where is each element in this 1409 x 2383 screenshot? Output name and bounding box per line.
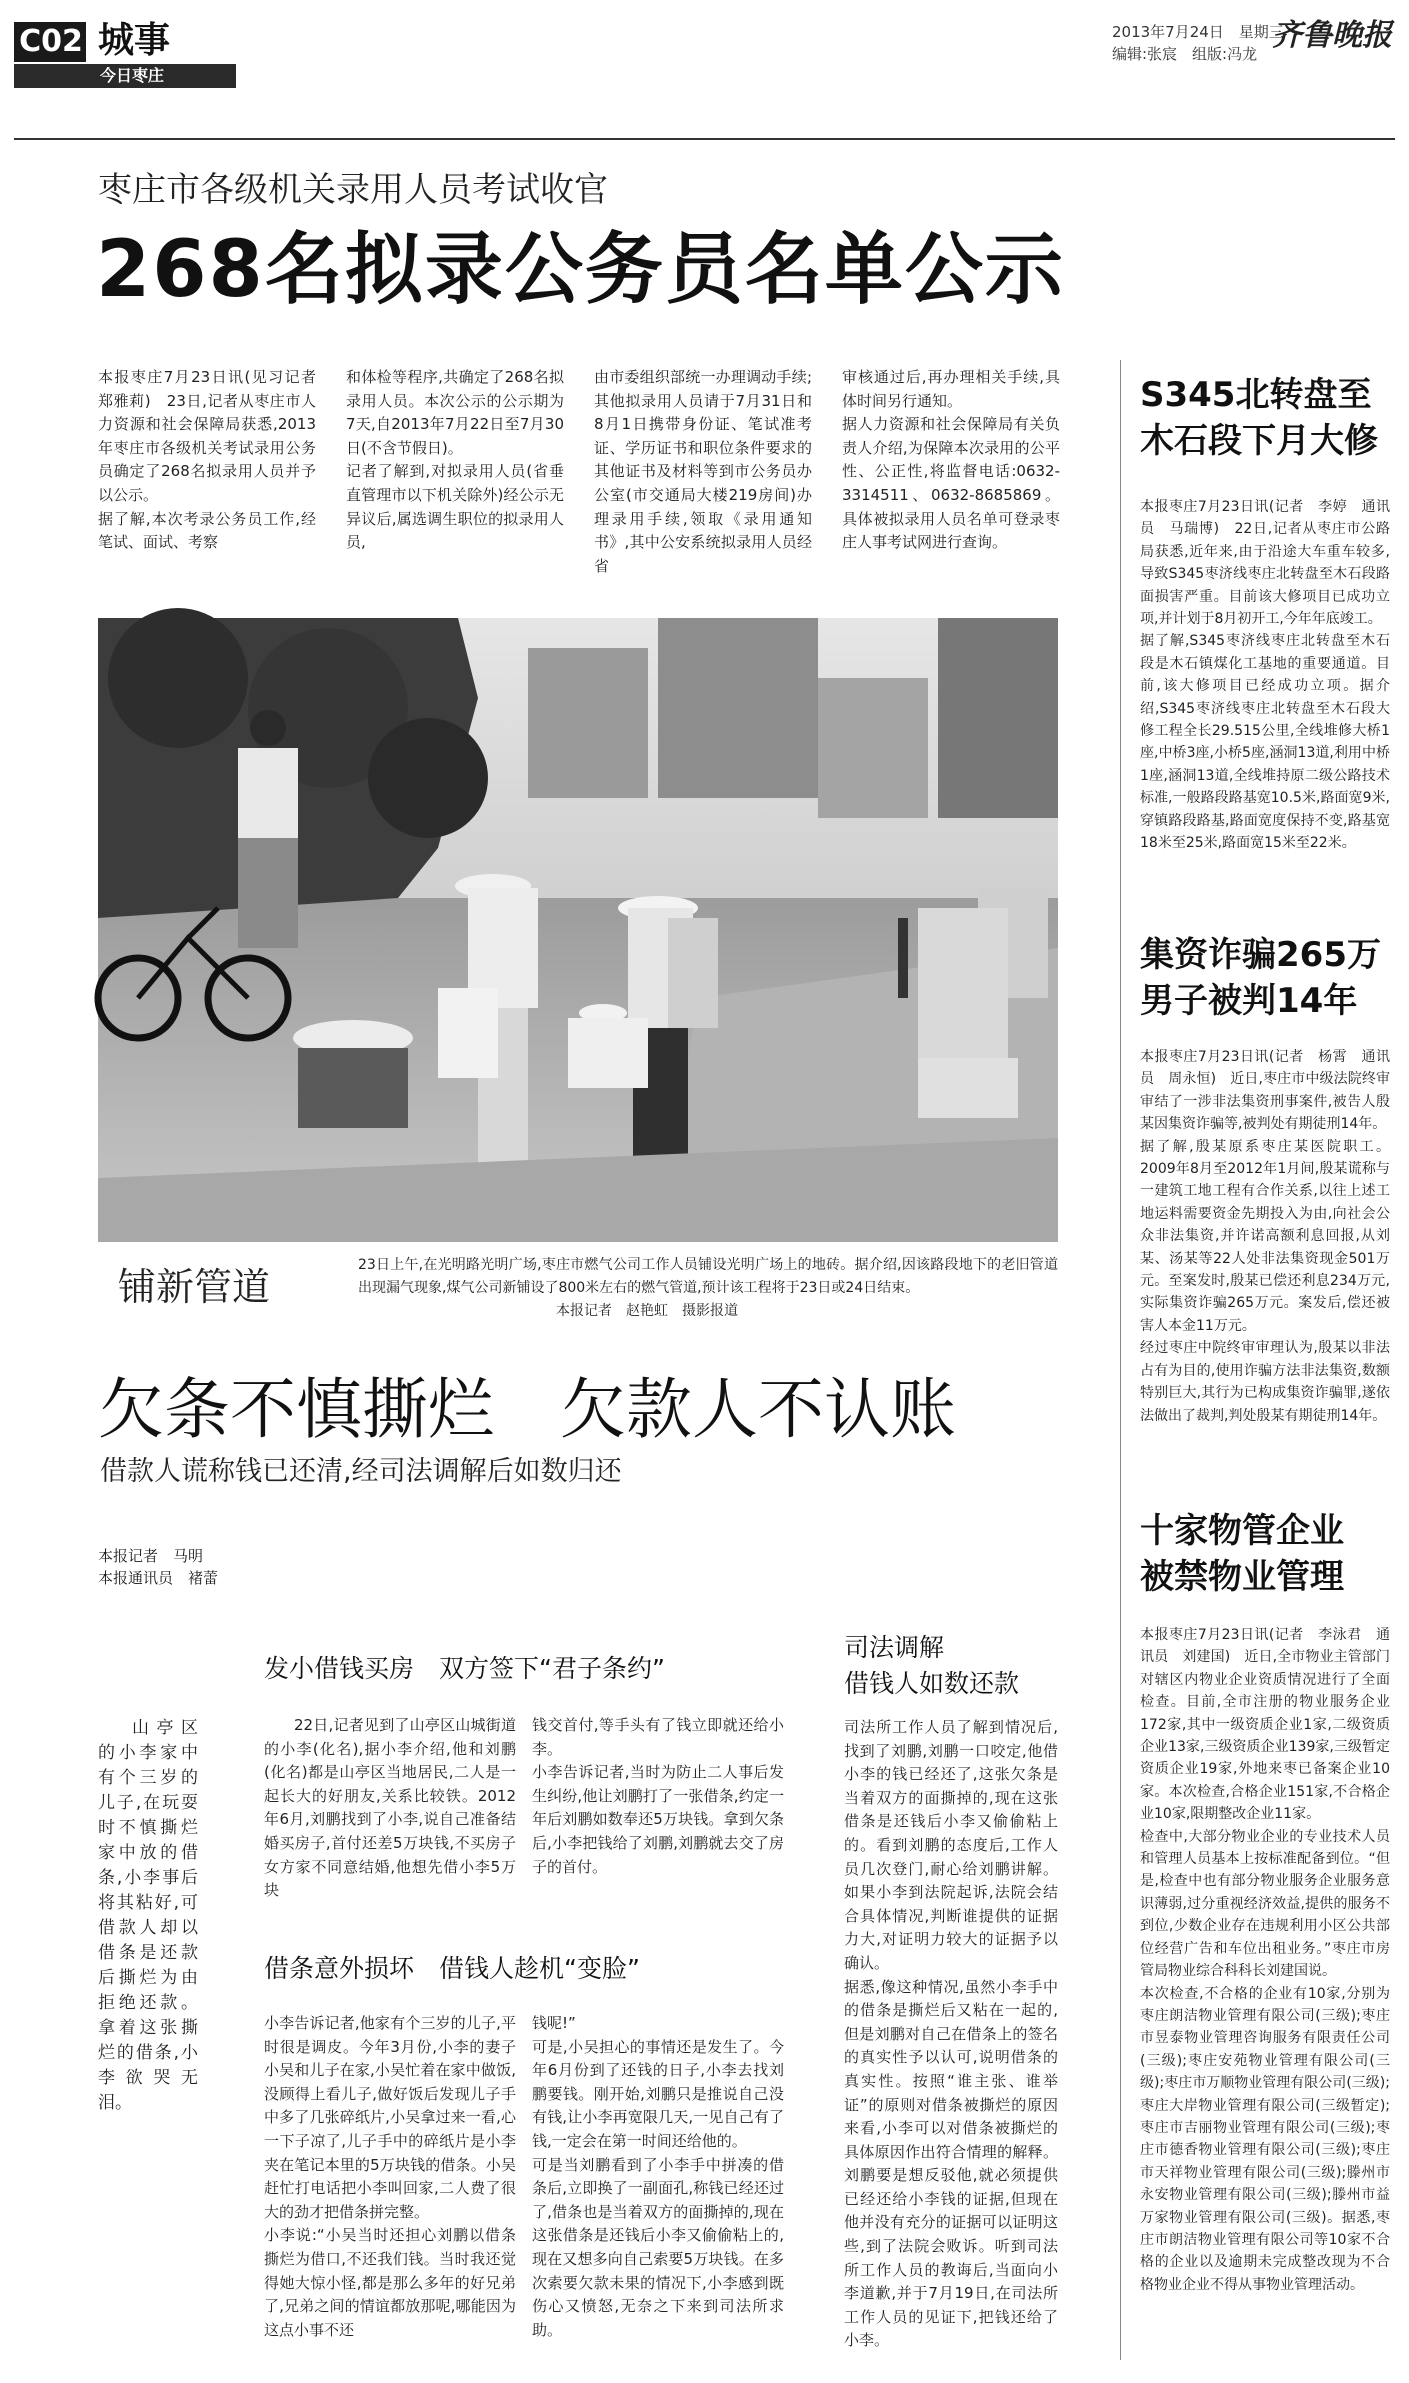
story2-section2-col1: 小李告诉记者,他家有个三岁的儿子,平时很是调皮。今年3月份,小李的妻子小吴和儿子在家,小吴忙着在家中做饭,没顾得上看儿子,做好饭后发现儿子手中多了几张碎纸片,小吴拿过来一看,心一下子凉了,儿子手中的碎纸片是小李夹在笔记本里的5万块钱的借条。小吴赶忙打电话把小李叫回家,二人费了很大的劲才把借条拼完整。 小李说:“小吴当时还担心刘鹏以借条撕烂为借口,不还我们钱。当时我还觉得她大惊小怪,都是那么多年的好兄弟了,兄弟之间的情谊都放那呢,哪能因为这点小事不还 (264, 2014, 516, 2339)
sidebar-story3-title: 十家物管企业 被禁物业管理 (1140, 1511, 1344, 1597)
story2-intro: 山亭区的小李家中有个三岁的儿子,在玩耍时不慎撕烂家中放的借条,小李事后将其粘好,可借款人却以借条是还款后撕烂为由拒绝还款。拿着这张撕烂的借条,小李欲哭无泪。 (98, 1718, 198, 2113)
masthead (0, 0, 1409, 92)
story1-col-3: 由市委组织部统一办理调动手续;其他拟录用人员请于7月31日和8月1日携带身份证、笔试准考证、学历证书和职位条件要求的其他证书及材料等到市公务员办公室(市交通局大楼219房间)办理录用手续,领取《录用通知书》,其中公安系统拟录用人员经省 (594, 368, 812, 575)
story2-byline-correspondent: 本报通讯员 褚蕾 (98, 1569, 219, 1587)
story2-section3-col: 司法所工作人员了解到情况后,找到了刘鹏,刘鹏一口咬定,他借小李的钱已经还了,这张欠条是当着双方的面撕掉的,现在这张借条是还钱后小李又偷偷粘上的。看到刘鹏的态度后,工作人员几次登门,耐心给刘鹏讲解。如果小李到法院起诉,法院会结合具体情况,判断谁提供的证据力大,对证明力较大的证据予以确认。 据悉,像这种情况,虽然小李手中的借条是撕烂后又粘在一起的,但是刘鹏对自己在借条上的签名的真实性予以认可,说明借条的真实性。按照“谁主张、谁举证”的原则对借条被撕烂的原因来看,小李可以对借条被撕烂的具体原因作出符合情理的解释。刘鹏要是想反驳他,就必须提供已经还给小李钱的证据,但现在他并没有充分的证据可以证明这些,到了法院会败诉。听到司法所工作人员的教诲后,当面向小李道歉,并于7月19日,在司法所工作人员的见证下,把钱还给了小李。 (844, 1718, 1058, 2350)
story1-kicker: 枣庄市各级机关录用人员考试收官 (98, 170, 608, 210)
sidebar-story3-body: 本报枣庄7月23日讯(记者 李泳君 通讯员 刘建国) 近日,全市物业主管部门对辖区内物业企业资质情况进行了全面检查。目前,全市注册的物业服务企业172家,其中一级资质企业1家,二级资质企业13家,三级资质企业139家,三级暂定资质企业19家,外地来枣已备案企业10家。本次检查,合格企业151家,不合格企业10家,限期整改企业11家。 检查中,大部分物业企业的专业技术人员和管理人员基本上按标准配备到位。“但是,检查中也有部分物业服务企业服务意识薄弱,过分重视经济效益,提供的服务不到位,少数企业存在违规利用小区公共部位经营广告和车位出租业务。”枣庄市房管局物业综合科科长刘建国说。 本次检查,不合格的企业有10家,分别为枣庄朗洁物业管理有限公司(三级);枣庄市昱泰物业管理咨询服务有限责任公司(三级);枣庄安苑物业管理有限公司(三级);枣庄市万顺物业管理有限公司(三级);枣庄大岸物业管理有限公司(三级暂定);枣庄市吉丽物业管理有限公司(三级);枣庄市德香物业管理有限公司(三级);枣庄市天祥物业管理有限公司(三级);滕州市永安物业管理有限公司(三级);滕州市益万家物业管理有限公司(三级)。据悉,枣庄市朗洁物业管理有限公司等10家不合格的企业以及逾期未完成整改现为不合格物业企业不得从事物业管理活动。 (1140, 1627, 1390, 2293)
story1-col-2: 和体检等程序,共确定了268名拟录用人员。本次公示的公示期为7天,自2013年7月22日至7月30日(不含节假日)。 记者了解到,对拟录用人员(省垂直管理市以下机关除外)经公示无异议后,属选调生职位的拟录用人员, (346, 368, 564, 552)
pipeline-photo (98, 618, 1058, 1242)
workers-scene-image (98, 618, 1058, 1242)
masthead-rule (14, 138, 1395, 140)
date-line: 2013年7月24日 星期三 (1112, 23, 1284, 41)
sidebar-story2-body: 本报枣庄7月23日讯(记者 杨霄 通讯员 周永恒) 近日,枣庄市中级法院终审审结了一涉非法集资刑事案件,被告人殷某因集资诈骗等,被判处有期徒刑14年。 据了解,殷某原系枣庄某医院职工。2009年8月至2012年1月间,殷某谎称与一建筑工地工程有合作关系,以往上述工地运料需要资金先期投入为由,向社会公众非法集资,并许诺高额利息回报,从刘某、汤某等22人处非法集资现金501万元。至案发时,殷某已偿还利息234万元,实际集资诈骗265万元。案发后,偿还被害人本金11万元。 经过枣庄中院终审审理认为,殷某以非法占有为目的,使用诈骗方法非法集资,数额特别巨大,其行为已构成集资诈骗罪,遂依法做出了裁判,判处殷某有期徒刑14年。 (1140, 1049, 1390, 1424)
section-name: 城事 (98, 20, 171, 61)
photo-caption: 23日上午,在光明路光明广场,枣庄市燃气公司工作人员铺设光明广场上的地砖。据介绍,因该路段地下的老旧管道出现漏气现象,煤气公司新铺设了800米左右的燃气管道,预计该工程将于23日或24日结束。 (358, 1257, 1058, 1296)
paper-name: 齐鲁晚报 (1272, 18, 1392, 53)
page-code: C02 (19, 24, 83, 59)
story2-section1-title: 发小借钱买房 双方签下“君子条约” (264, 1654, 665, 1683)
story2-section1-col2: 钱交首付,等手头有了钱立即就还给小李。 小李告诉记者,当时为防止二人事后发生纠纷,他让刘鹏打了一张借条,约定一年后刘鹏如数奉还5万块钱。拿到欠条后,小李把钱给了刘鹏,刘鹏就去交了房子的首付。 (532, 1716, 784, 1876)
story2-section3-title: 司法调解 借钱人如数还款 (844, 1633, 1020, 1698)
sidebar-story2-title: 集资诈骗265万 男子被判14年 (1140, 935, 1381, 1021)
sidebar-divider (1120, 360, 1121, 2360)
photo-credit: 本报记者 赵艳虹 摄影报道 (556, 1303, 738, 1319)
story2-section2-col2: 钱呢!” 可是,小吴担心的事情还是发生了。今年6月份到了还钱的日子,小李去找刘鹏要钱。刚开始,刘鹏只是推说自己没有钱,让小李再宽限几天,一见自己有了钱,一定会在第一时间还给他的。 可是当刘鹏看到了小李手中拼凑的借条后,立即换了一副面孔,称钱已经还过了,借条也是当着双方的面撕掉的,现在这张借条是还钱后小李又偷偷粘上的,现在又想多向自己索要5万块钱。在多次索要欠款未果的情况下,小李感到既伤心又愤怒,无奈之下来到司法所求助。 (532, 2014, 784, 2339)
subsection-name: 今日枣庄 (100, 66, 165, 85)
story2-section2-title: 借条意外损坏 借钱人趁机“变脸” (264, 1954, 640, 1983)
photo-label: 铺新管道 (118, 1265, 271, 1309)
story2-section1-col1: 22日,记者见到了山亭区山城街道的小李(化名),据小李介绍,他和刘鹏(化名)都是山亭区当地居民,二人是一起长大的好朋友,关系比较铁。2012年6月,刘鹏找到了小李,说自己准备结婚买房子,首付还差5万块钱,不买房子女方家不同意结婚,他想先借小李5万块 (264, 1716, 516, 1900)
story2-byline-reporter: 本报记者 马明 (98, 1547, 204, 1565)
sidebar-story1-title: S345北转盘至 木石段下月大修 (1140, 375, 1378, 461)
sidebar-story1-body: 本报枣庄7月23日讯(记者 李婷 通讯员 马瑞博) 22日,记者从枣庄市公路局获悉,近年来,由于沿途大车重车较多,导致S345枣济线枣庄北转盘至木石段路面损害严重。目前该大修项目已成功立项,并计划于8月初开工,今年年底竣工。 据了解,S345枣济线枣庄北转盘至木石段是木石镇煤化工基地的重要通道。目前,该大修项目已经成功立项。据介绍,S345枣济线枣庄北转盘至木石段大修工程全长29.515公里,全线堆修大桥1座,中桥3座,小桥5座,涵洞13道,利用中桥1座,涵洞13道,全线堆持原二级公路技术标准,一般路段路基宽10.5米,路面宽9米,穿镇路段路基,路面宽度保持不变,路基宽18米至25米,路面宽15米至22米。 (1140, 499, 1390, 852)
story2-subhead: 借款人谎称钱已还清,经司法调解后如数归还 (100, 1456, 622, 1487)
story1-col-1: 本报枣庄7月23日讯(见习记者 郑雅莉) 23日,记者从枣庄市人力资源和社会保障局获悉,2013年枣庄市各级机关考试录用公务员确定了268名拟录用人员并予以公示。 据了解,本次考录公务员工作,经笔试、面试、考察 (98, 368, 316, 552)
story1-col-4: 审核通过后,再办理相关手续,具体时间另行通知。 据人力资源和社会保障局有关负责人介绍,为保障本次录用的公平性、公正性,将监督电话:0632-3314511、0632-8685869。具体被拟录用人员名单可登录枣庄人事考试网进行查询。 (842, 368, 1060, 552)
editor-line: 编辑:张宸 组版:冯龙 (1112, 45, 1258, 63)
story2-headline: 欠条不慎撕烂 欠款人不认账 (98, 1371, 956, 1448)
story1-headline: 268名拟录公务员名单公示 (96, 225, 1065, 315)
